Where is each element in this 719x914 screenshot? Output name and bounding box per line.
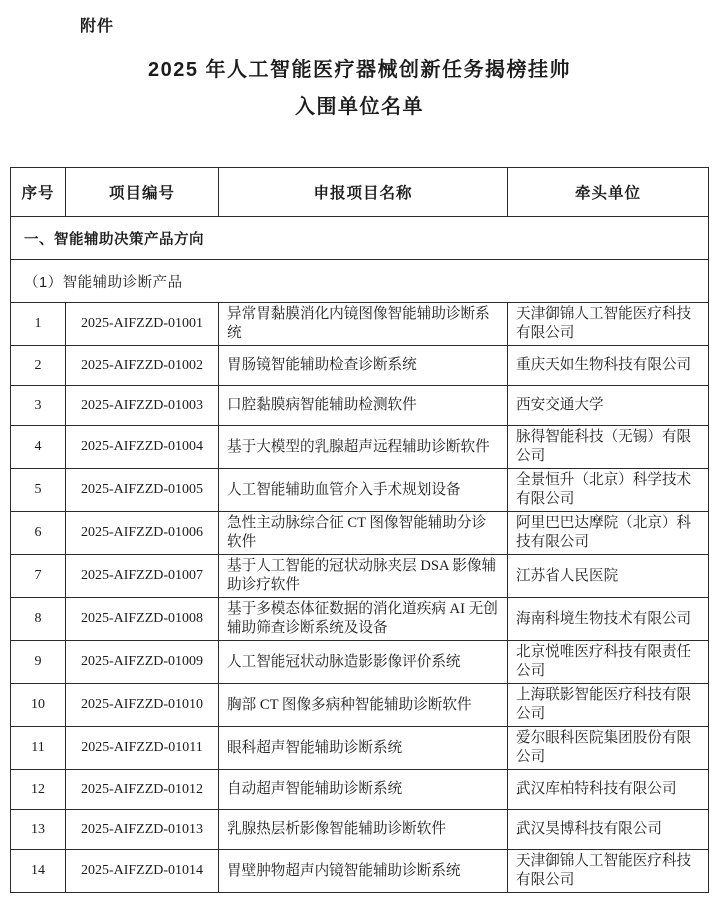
cell-lead-unit: 海南科境生物技术有限公司 [508,598,709,641]
table-header-row [11,168,709,217]
table-row [11,512,709,555]
table-row [11,641,709,684]
cell-project-name: 自动超声智能辅助诊断系统 [219,770,508,810]
cell-lead-unit: 重庆天如生物科技有限公司 [508,346,709,386]
cell-project-code: 2025-AIFZZD-01009 [66,641,219,684]
cell-serial-number: 11 [11,727,66,770]
table-row [11,426,709,469]
table-row [11,346,709,386]
cell-lead-unit: 江苏省人民医院 [508,555,709,598]
cell-project-code: 2025-AIFZZD-01002 [66,346,219,386]
cell-lead-unit: 武汉昊博科技有限公司 [508,810,709,850]
cell-lead-unit: 阿里巴巴达摩院（北京）科技有限公司 [508,512,709,555]
cell-project-code: 2025-AIFZZD-01004 [66,426,219,469]
cell-project-name: 基于大模型的乳腺超声远程辅助诊断软件 [219,426,508,469]
cell-serial-number: 10 [11,684,66,727]
subsection-heading: （1）智能辅助诊断产品 [11,260,709,303]
attachment-label: 附件 [80,18,115,35]
cell-project-code: 2025-AIFZZD-01007 [66,555,219,598]
subsection-header-row [11,260,709,303]
cell-project-name: 基于多模态体征数据的消化道疾病 AI 无创辅助筛查诊断系统及设备 [219,598,508,641]
cell-serial-number: 1 [11,303,66,346]
cell-serial-number: 2 [11,346,66,386]
cell-serial-number: 3 [11,386,66,426]
cell-serial-number: 7 [11,555,66,598]
cell-project-name: 人工智能辅助血管介入手术规划设备 [219,469,508,512]
column-header-lead-unit: 牵头单位 [508,168,709,217]
table-body [11,217,709,893]
cell-serial-number: 6 [11,512,66,555]
cell-project-name: 急性主动脉综合征 CT 图像智能辅助分诊软件 [219,512,508,555]
table-row [11,684,709,727]
cell-lead-unit: 北京悦唯医疗科技有限责任公司 [508,641,709,684]
cell-project-name: 异常胃黏膜消化内镜图像智能辅助诊断系统 [219,303,508,346]
cell-lead-unit: 天津御锦人工智能医疗科技有限公司 [508,850,709,893]
column-header-serial-number: 序号 [11,168,66,217]
table-row [11,727,709,770]
cell-serial-number: 13 [11,810,66,850]
cell-project-name: 胸部 CT 图像多病种智能辅助诊断软件 [219,684,508,727]
table-row [11,555,709,598]
column-header-project-name: 申报项目名称 [219,168,508,217]
cell-project-name: 胃壁肿物超声内镜智能辅助诊断系统 [219,850,508,893]
section-header-row [11,217,709,260]
cell-lead-unit: 全景恒升（北京）科学技术有限公司 [508,469,709,512]
cell-project-code: 2025-AIFZZD-01011 [66,727,219,770]
table-row [11,850,709,893]
table-row [11,386,709,426]
cell-serial-number: 14 [11,850,66,893]
cell-project-name: 人工智能冠状动脉造影影像评价系统 [219,641,508,684]
cell-lead-unit: 爱尔眼科医院集团股份有限公司 [508,727,709,770]
table-row [11,810,709,850]
cell-serial-number: 8 [11,598,66,641]
section-heading: 一、智能辅助决策产品方向 [11,217,709,260]
cell-lead-unit: 脉得智能科技（无锡）有限公司 [508,426,709,469]
cell-serial-number: 5 [11,469,66,512]
cell-project-code: 2025-AIFZZD-01006 [66,512,219,555]
cell-project-code: 2025-AIFZZD-01005 [66,469,219,512]
cell-project-name: 口腔黏膜病智能辅助检测软件 [219,386,508,426]
projects-table [10,167,709,893]
cell-project-code: 2025-AIFZZD-01012 [66,770,219,810]
cell-project-name: 胃肠镜智能辅助检查诊断系统 [219,346,508,386]
cell-project-name: 基于人工智能的冠状动脉夹层 DSA 影像辅助诊疗软件 [219,555,508,598]
cell-lead-unit: 武汉库柏特科技有限公司 [508,770,709,810]
cell-project-code: 2025-AIFZZD-01001 [66,303,219,346]
table-row [11,303,709,346]
cell-project-name: 乳腺热层析影像智能辅助诊断软件 [219,810,508,850]
cell-project-code: 2025-AIFZZD-01008 [66,598,219,641]
table-row [11,598,709,641]
document-title-line-1: 2025 年人工智能医疗器械创新任务揭榜挂帅 [147,59,572,81]
cell-serial-number: 4 [11,426,66,469]
cell-serial-number: 9 [11,641,66,684]
cell-project-code: 2025-AIFZZD-01003 [66,386,219,426]
cell-lead-unit: 天津御锦人工智能医疗科技有限公司 [508,303,709,346]
cell-serial-number: 12 [11,770,66,810]
document-title-line-2: 入围单位名单 [295,96,424,118]
cell-lead-unit: 上海联影智能医疗科技有限公司 [508,684,709,727]
cell-project-code: 2025-AIFZZD-01013 [66,810,219,850]
cell-project-name: 眼科超声智能辅助诊断系统 [219,727,508,770]
cell-project-code: 2025-AIFZZD-01014 [66,850,219,893]
table-row [11,469,709,512]
table-row [11,770,709,810]
cell-lead-unit: 西安交通大学 [508,386,709,426]
cell-project-code: 2025-AIFZZD-01010 [66,684,219,727]
column-header-project-code: 项目编号 [66,168,219,217]
